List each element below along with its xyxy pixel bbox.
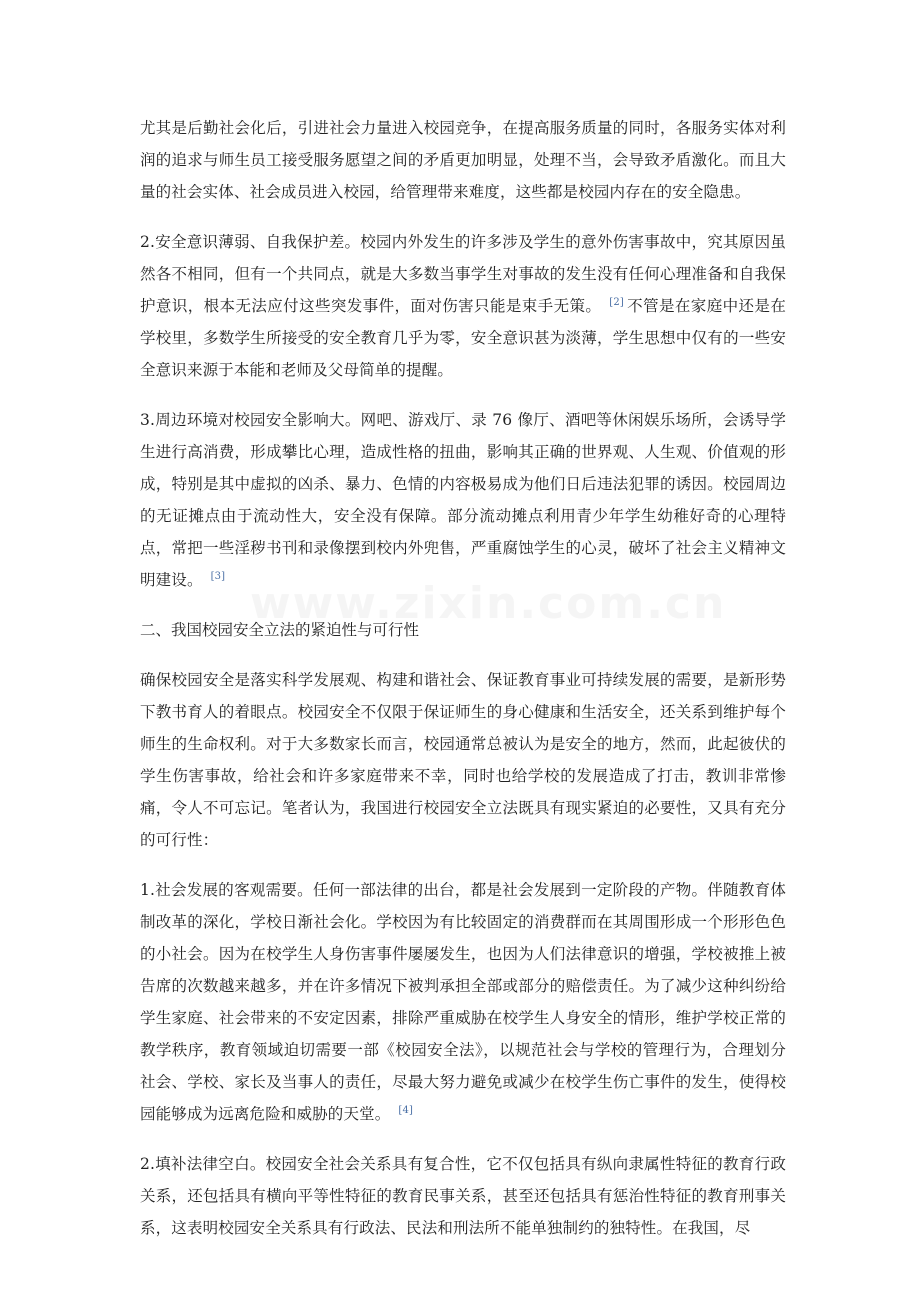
- paragraph-5: [140, 874, 786, 1130]
- watermark: www.zixin.com.cn: [250, 578, 727, 629]
- paragraph-1: 尤其是后勤社会化后，引进社会力量进入校园竞争，在提高服务质量的同时，各服务实体对利润的追求与师生员工接受服务愿望之间的矛盾更加明显，处理不当，会导致矛盾激化。而且大量的社会实体、社会成员进入校园，给管理带来难度，这些都是校园内存在的安全隐患。: [140, 119, 786, 201]
- paragraph-5-text-a: 1.社会发展的客观需要。任何一部法律的出台，都是社会发展到一定阶段的产物。伴随教育体制改革的深化，学校日渐社会化。学校因为有比较固定的消费群而在其周围形成一个形形色色的小社会。因为在校学生人身伤害事件屡屡发生，也因为人们法律意识的增强，学校被推上被告席的次数越来越多，并在许多情况下被判承担全部或部分的赔偿责任。为了减少这种纠纷给学生家庭、社会带来的不安定因素，排除严重威胁在校学生人身安全的情形，维护学校正常的教学秩序，教育领域迫切需要一部《校园安全法》，以规范社会与学校的管理行为，合理划分社会、学校、家长及当事人的责任，尽最大努力避免或减少在校学生伤亡事件的发生，使得校园能够成为远离危险和威胁的天堂。: [140, 881, 786, 1123]
- citation-3[interactable]: [3]: [210, 571, 226, 582]
- section-heading-2: 二、我国校园安全立法的紧迫性与可行性: [140, 621, 420, 639]
- citation-2[interactable]: [2]: [609, 297, 624, 308]
- citation-4[interactable]: [4]: [398, 1105, 414, 1116]
- paragraph-3: [140, 404, 786, 596]
- paragraph-4: 确保校园安全是落实科学发展观、构建和谐社会、保证教育事业可持续发展的需要，是新形势下教书育人的着眼点。校园安全不仅限于保证师生的身心健康和生活安全，还关系到维护每个师生的生命权利。对于大多数家长而言，校园通常总被认为是安全的地方，然而，此起彼伏的学生伤害事故，给社会和许多家庭带来不幸，同时也给学校的发展造成了打击，教训非常惨痛，令人不可忘记。笔者认为，我国进行校园安全立法既具有现实紧迫的必要性，又具有充分的可行性：: [140, 671, 786, 849]
- paragraph-3-text-a: 3.周边环境对校园安全影响大。网吧、游戏厅、录 76 像厅、酒吧等休闲娱乐场所，会诱导学生进行高消费，形成攀比心理，造成性格的扭曲，影响其正确的世界观、人生观、价值观的形成，特别是其中虚拟的凶杀、暴力、色情的内容极易成为他们日后违法犯罪的诱因。校园周边的无证摊点由于流动性大，安全没有保障。部分流动摊点利用青少年学生幼稚好奇的心理特点，常把一些淫秽书刊和录像摆到校内外兜售，严重腐蚀学生的心灵，破坏了社会主义精神文明建设。: [140, 411, 786, 589]
- paragraph-2-text-b: 不管是在家庭中还是在学校里，多数学生所接受的安全教育几乎为零，安全意识甚为淡薄，学生思想中仅有的一些安全意识来源于本能和老师及父母简单的提醒。: [140, 297, 786, 379]
- document-body: [140, 112, 786, 1262]
- paragraph-2: [140, 226, 786, 386]
- paragraph-2-text-a: 2.安全意识薄弱、自我保护差。校园内外发生的许多涉及学生的意外伤害事故中，究其原因虽然各不相同，但有一个共同点，就是大多数当事学生对事故的发生没有任何心理准备和自我保护意识，根本无法应付这些突发事件，面对伤害只能是束手无策。: [140, 233, 786, 315]
- paragraph-6: 2.填补法律空白。校园安全社会关系具有复合性，它不仅包括具有纵向隶属性特征的教育行政关系，还包括具有横向平等性特征的教育民事关系，甚至还包括具有惩治性特征的教育刑事关系，这表明校园安全关系具有行政法、民法和刑法所不能单独制约的独特性。在我国，尽: [140, 1155, 786, 1237]
